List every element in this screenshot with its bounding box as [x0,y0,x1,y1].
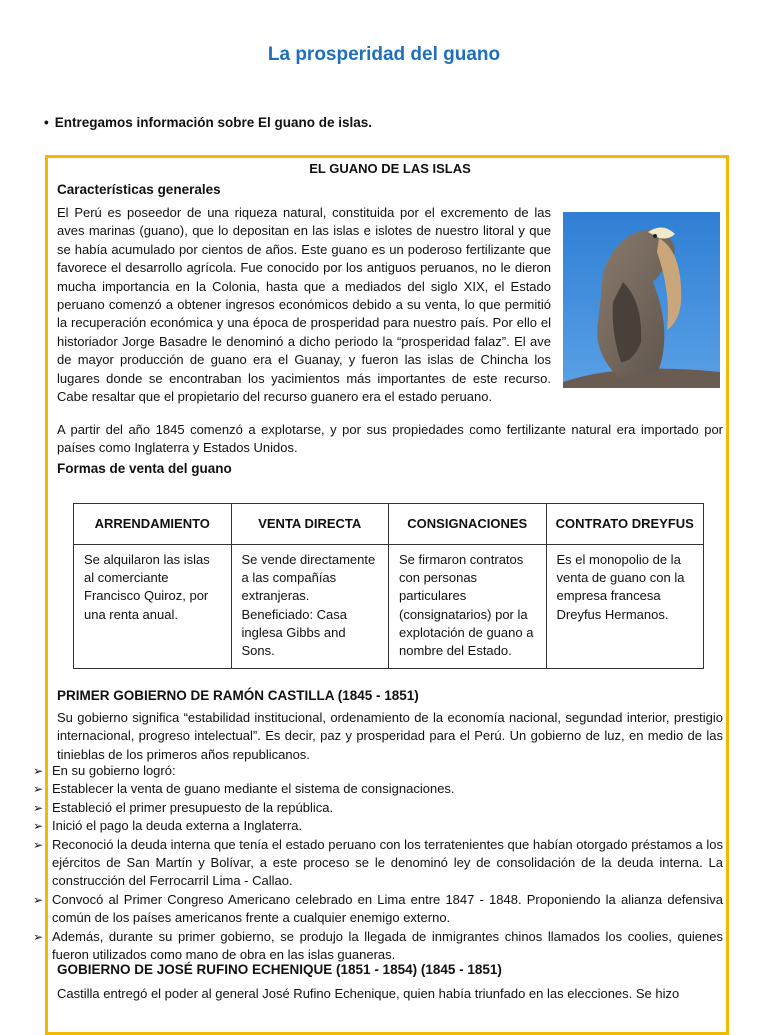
arrow-bullet-icon: ➢ [33,764,44,778]
list-item [33,891,723,928]
table-header-cell: CONSIGNACIONES [389,504,547,545]
paragraph-castilla: Su gobierno significa “estabilidad institucional, ordenamiento de la economía nacional, segundad interior, prestigio internacional, progreso intelectual”. Es decir, paz y prosperidad para el Perú. Un gobierno de luz, en medio de las tinieblas de los primeros años republicanos. [57,710,723,762]
page-title: La prosperidad del guano [267,44,501,65]
paragraph-explotacion: A partir del año 1845 comenzó a explotarse, y por sus propiedades como fertilizante natural era importado por países como Inglaterra y Estados Unidos. [57,422,723,456]
box-title: EL GUANO DE LAS ISLAS [309,161,471,176]
list-item [33,780,723,798]
list-item [33,836,723,891]
list-item [33,928,723,965]
paragraph-caracteristicas: El Perú es poseedor de una riqueza natural, constituida por el excremento de las aves marinas (guano), que lo depositan en las islas e islotes de nuestro litoral y que se había acumulado por cientos de años. Este guano es un poderoso fertilizante que favorece el desarrollo agrícola. Fue conocido por los antiguos peruanos, no le dieron mucha importancia en la Colonia, hasta que a mediados del siglo XIX, el Estado peruano comenzó a obtener ingresos económicos debido a su venta, lo que permitió la recuperación económica y una época de prosperidad para nuestro país. Por ello el historiador Jorge Basadre le denominó a dicho periodo la “prosperidad falaz”. El ave de mayor producción de guano era el Guanay, y fueron las islas de Chincha los lugares donde se encontraban los yacimientos más importantes de este recurso. Cabe resaltar que el propietario del recurso guanero era el estado peruano. [57,205,551,405]
section-heading-caracteristicas: Características generales [57,182,221,197]
list-item-text: Establecer la venta de guano mediante el sistema de consignaciones. [52,781,455,797]
arrow-bullet-icon: ➢ [33,800,44,815]
table-cell: Es el monopolio de la venta de guano con la empresa francesa Dreyfus Hermanos. [546,545,704,669]
arrow-bullet-icon: ➢ [33,837,44,852]
arrow-bullet-icon: ➢ [33,782,44,797]
table-header-cell: VENTA DIRECTA [231,504,389,545]
list-item-text: Convocó al Primer Congreso Americano celebrado en Lima entre 1847 - 1848. Proponiendo la alianza defensiva común de los países americanos frente a cualquier enemigo externo. [52,891,723,926]
achievements-list [33,762,723,964]
list-item-text: Inició el pago la deuda externa a Inglaterra. [52,818,303,834]
table-header-row [74,504,704,545]
intro-text: Entregamos información sobre El guano de islas. [54,115,373,130]
table-row [74,545,704,669]
table-header-cell: CONTRATO DREYFUS [546,504,704,545]
paragraph-echenique: Castilla entregó el poder al general José Rufino Echenique, quien había triunfado en las elecciones. Se hizo [57,986,680,1001]
table-header-cell: ARRENDAMIENTO [74,504,232,545]
list-item [33,817,723,835]
table-cell: Se firmaron contratos con personas particulares (consignatarios) por la explotación de guano a nombre del Estado. [389,545,547,669]
section-heading-castilla: PRIMER GOBIERNO DE RAMÓN CASTILLA (1845 - 1851) [57,688,419,703]
bullet-icon: • [44,115,49,130]
arrow-bullet-icon: ➢ [33,929,44,944]
list-item-text: Además, durante su primer gobierno, se produjo la llegada de inmigrantes chinos llamados los coolies, quienes fueron utilizados como mano de obra en las islas guaneras. [52,928,723,963]
sales-table [73,503,704,669]
table-cell: Se alquilaron las islas al comerciante Francisco Quiroz, por una renta anual. [74,545,232,669]
pelican-icon [563,212,720,388]
list-item-text: En su gobierno logró: [52,763,176,778]
section-heading-formas-venta: Formas de venta del guano [57,461,232,476]
arrow-bullet-icon: ➢ [33,892,44,907]
table-cell: Se vende directamente a las compañías extranjeras. Beneficiado: Casa inglesa Gibbs and Sons. [231,545,389,669]
section-heading-echenique: GOBIERNO DE JOSÉ RUFINO ECHENIQUE (1851 - 1854) (1845 - 1851) [57,962,502,977]
arrow-bullet-icon: ➢ [33,819,44,834]
list-item-text: Reconoció la deuda interna que tenía el estado peruano con los terratenientes que habían otorgado préstamos a los ejércitos de San Martín y Bolívar, a este proceso se le denominó ley de consolidación de la deuda interna. La construcción del Ferrocarril Lima - Callao. [52,836,723,889]
intro-bullet-line [44,115,372,130]
list-item [33,799,723,817]
list-item-text: Estableció el primer presupuesto de la república. [52,799,334,815]
list-item [33,762,723,780]
pelican-photo [563,212,720,388]
